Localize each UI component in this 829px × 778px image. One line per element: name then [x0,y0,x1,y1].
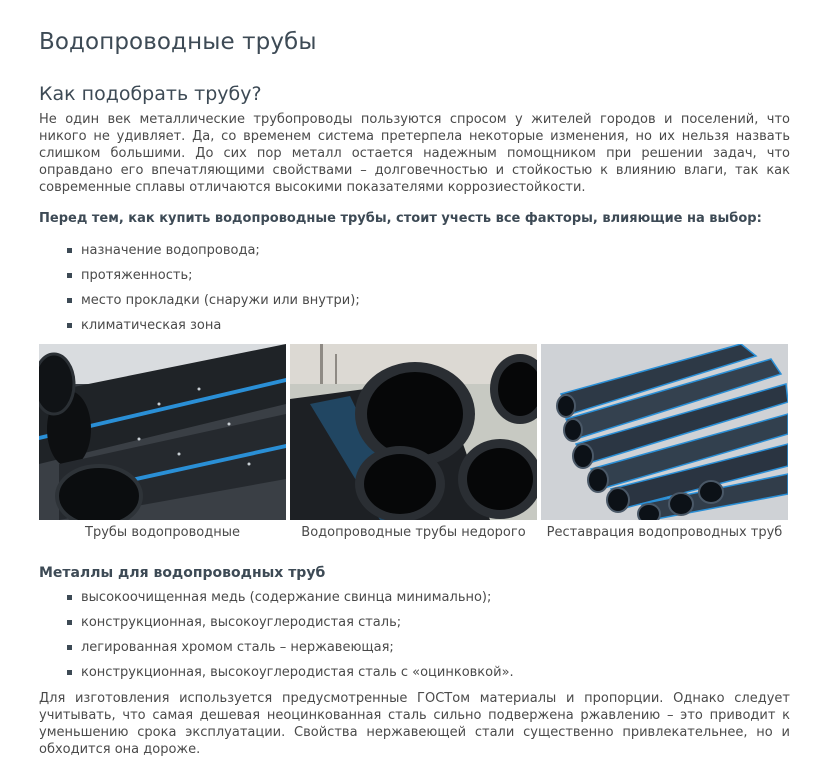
metals-heading: Металлы для водопроводных труб [39,565,326,581]
intro-paragraph: Не один век металлические трубопроводы пользуются спросом у жителей городов и поселений, что никого не удивляет. Да, со временем система претерпела некоторые изменения, но их нельзя назвать слишком большими. До сих пор металл остается надежным помощником при решении задач, что оправдано его впечатляющими свойствами – долговечностью и стойкостью к влиянию влаги, так как современные сплавы отличаются высокими показателями коррозиестойкости. [39,112,790,195]
list-item: конструкционная, высокоуглеродистая сталь с «оцинковкой». [67,664,514,681]
list-item: высокоочищенная медь (содержание свинца минимально); [67,589,514,606]
factors-lead: Перед тем, как купить водопроводные трубы, стоит учесть все факторы, влияющие на выбор: [39,211,762,226]
list-item: назначение водопровода; [67,242,360,259]
photo-caption: Трубы водопроводные [85,525,240,540]
photo-caption: Водопроводные трубы недорого [301,525,526,540]
page-title: Водопроводные трубы [39,29,317,55]
photo-caption: Реставрация водопроводных труб [546,525,783,540]
photo-gallery [39,344,790,544]
pipes-stack-photo[interactable] [290,344,537,520]
section-subtitle: Как подобрать трубу? [39,83,262,105]
factors-list [67,242,360,342]
list-item: климатическая зона [67,317,360,334]
list-item: конструкционная, высокоуглеродистая сталь; [67,614,514,631]
metals-list [67,589,514,689]
list-item: протяженность; [67,267,360,284]
pipes-closeup-photo[interactable] [39,344,286,520]
pipes-bundle-photo[interactable] [541,344,788,520]
closing-paragraph: Для изготовления используется предусмотренные ГОСТом материалы и пропорции. Однако следует учитывать, что самая дешевая неоцинкованная сталь сильно подвержена ржавлению – это приводит к уменьшению срока эксплуатации. Свойства нержавеющей стали существенно привлекательнее, но и обходится она дороже. [39,691,790,757]
list-item: место прокладки (снаружи или внутри); [67,292,360,309]
list-item: легированная хромом сталь – нержавеющая; [67,639,514,656]
